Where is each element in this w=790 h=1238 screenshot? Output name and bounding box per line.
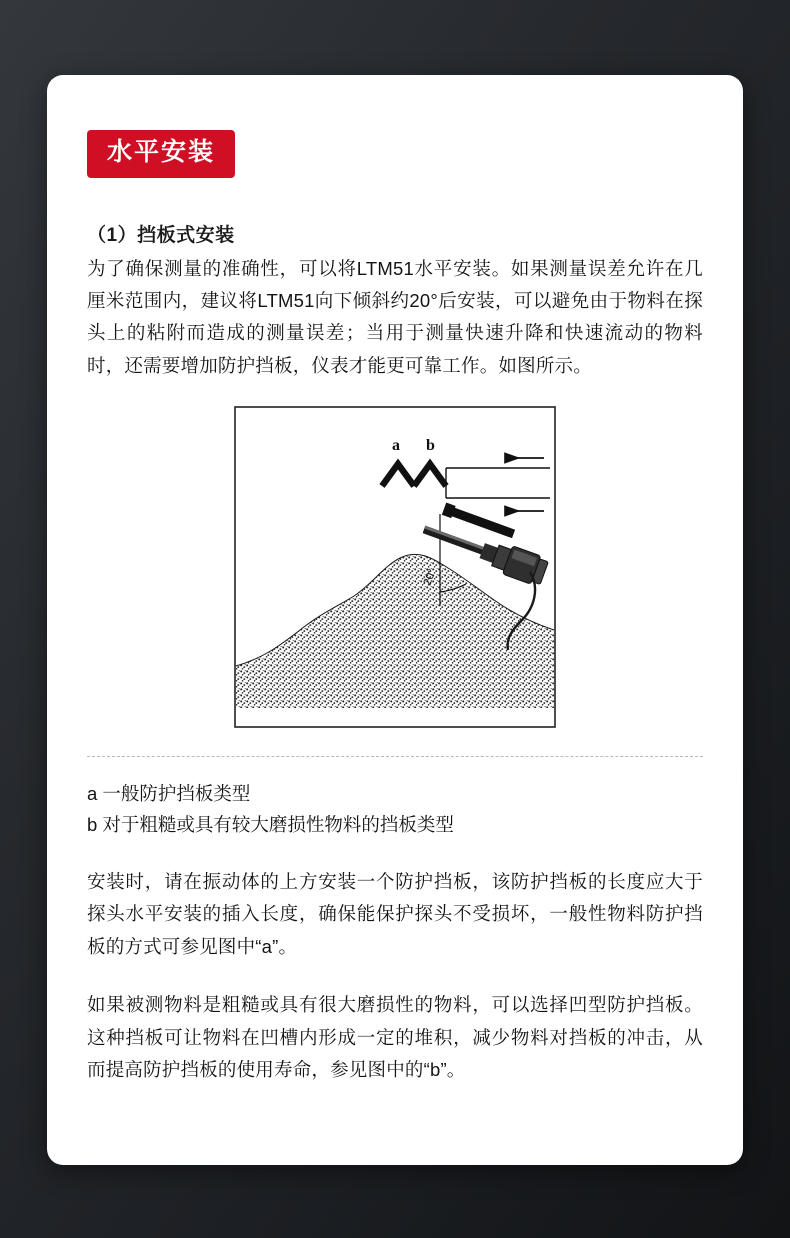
- legend-item-a: a 一般防护挡板类型: [87, 783, 251, 804]
- figure-container: [87, 406, 703, 728]
- figure-label-a: a: [392, 437, 400, 454]
- sub-title: （1）挡板式安装: [87, 224, 235, 246]
- paragraph-3-block: [87, 989, 703, 1086]
- figure-label-b: b: [426, 437, 435, 454]
- diagram-svg: [234, 406, 556, 728]
- content-card: [47, 75, 743, 1165]
- installation-diagram: [234, 406, 556, 728]
- paragraph-2: 安装时，请在振动体的上方安装一个防护挡板，该防护挡板的长度应大于探头水平安装的插入长度，确保能保护探头不受损坏，一般性物料防护挡板的方式可参见图中“a”。: [87, 871, 703, 957]
- legend-item-b: b 对于粗糙或具有较大磨损性物料的挡板类型: [87, 813, 454, 835]
- paragraph-2-block: [87, 866, 703, 963]
- section-divider: [87, 756, 703, 757]
- card-inner: [87, 130, 703, 1086]
- intro-paragraph: 为了确保测量的准确性，可以将LTM51水平安装。如果测量误差允许在几厘米范围内，建议将LTM51向下倾斜约20°后安装，可以避免由于物料在探头上的粘附而造成的测量误差；当用于测量快速升降和快速流动的物料时，还需要增加防护挡板，仪表才能更可靠工作。如图所示。: [87, 257, 703, 376]
- figure-legend: [87, 779, 703, 840]
- paragraph-3: 如果被测物料是粗糙或具有很大磨损性的物料，可以选择凹型防护挡板。这种挡板可让物料在凹槽内形成一定的堆积，减少物料对挡板的冲击，从而提高防护挡板的使用寿命，参见图中的“b”。: [87, 994, 703, 1080]
- figure-angle-label: 20°: [421, 567, 439, 588]
- section-tag: 水平安装: [87, 130, 235, 178]
